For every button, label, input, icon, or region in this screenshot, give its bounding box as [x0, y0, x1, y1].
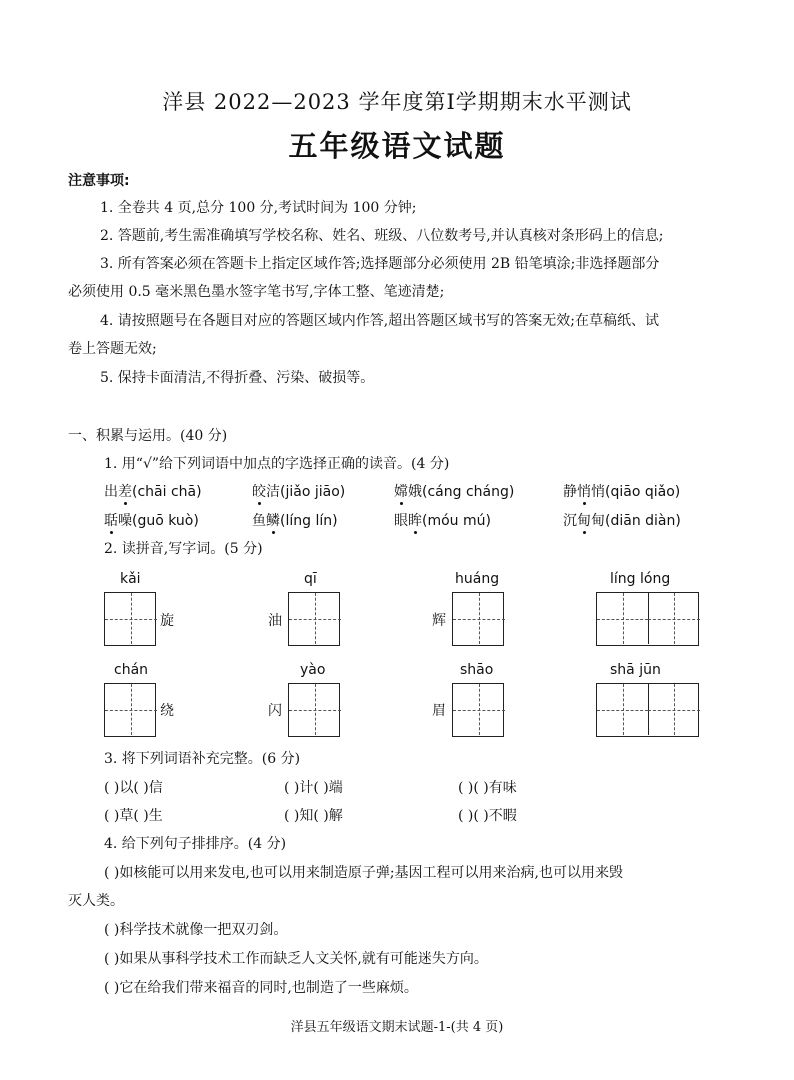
- notice-item-3-cont: 必须使用 0.5 毫米黑色墨水签字笔书写,字体工整、笔迹清楚;: [68, 284, 445, 300]
- fill-blank-idiom[interactable]: ( )( )有味: [458, 780, 517, 796]
- q1-item: 静悄悄(qiāo qiǎo): [563, 484, 681, 500]
- word-char: 辉: [432, 613, 446, 629]
- fill-blank-idiom[interactable]: ( )草( )生: [104, 808, 163, 824]
- writing-grid[interactable]: [288, 683, 340, 737]
- question-3-prompt: 3. 将下列词语补充完整。(6 分): [104, 751, 301, 767]
- pinyin-label: shāo: [460, 662, 494, 678]
- writing-grid[interactable]: [288, 592, 340, 646]
- fill-blank-idiom[interactable]: ( )计( )端: [284, 780, 343, 796]
- page-footer: 洋县五年级语文期末试题-1-(共 4 页): [290, 1020, 504, 1035]
- fill-blank-idiom[interactable]: ( )知( )解: [284, 808, 343, 824]
- fill-blank-idiom[interactable]: ( )以( )信: [104, 780, 163, 796]
- writing-grid[interactable]: [596, 683, 699, 737]
- pinyin-label: huáng: [455, 571, 500, 587]
- exam-subject-title: 五年级语文试题: [288, 129, 506, 163]
- notice-heading: 注意事项:: [68, 173, 130, 189]
- notice-item-4: 4. 请按照题号在各题目对应的答题区域内作答,超出答题区域书写的答案无效;在草稿纸、试: [100, 313, 659, 329]
- sentence-order-item-cont: 灭人类。: [68, 893, 124, 909]
- exam-header-title: 洋县 2022—2023 学年度第Ⅰ学期期末水平测试: [162, 90, 632, 114]
- sentence-order-item[interactable]: ( )如果从事科学技术工作而缺乏人文关怀,就有可能迷失方向。: [104, 951, 488, 967]
- dotted-char: 鳞: [266, 513, 280, 529]
- q1-item: 聒噪(guō kuò): [104, 513, 199, 529]
- dotted-char: 眸: [408, 513, 422, 529]
- q1-item: 眼眸(móu mú): [394, 513, 491, 529]
- section-heading: 一、积累与运用。(40 分): [68, 428, 228, 444]
- word-char: 绕: [160, 703, 174, 719]
- writing-grid[interactable]: [104, 592, 156, 646]
- writing-grid[interactable]: [452, 683, 504, 737]
- dotted-char: 甸: [577, 513, 591, 529]
- notice-item-4-cont: 卷上答题无效;: [68, 341, 157, 357]
- sentence-order-item[interactable]: ( )如核能可以用来发电,也可以用来制造原子弹;基因工程可以用来治病,也可以用来毁: [104, 865, 623, 881]
- q1-item: 沉甸甸(diān diàn): [563, 513, 681, 529]
- question-4-prompt: 4. 给下列句子排排序。(4 分): [104, 836, 287, 852]
- question-1-prompt: 1. 用“√”给下列词语中加点的字选择正确的读音。(4 分): [104, 456, 450, 472]
- word-char: 眉: [432, 703, 446, 719]
- pinyin-label: chán: [114, 662, 149, 678]
- fill-blank-idiom[interactable]: ( )( )不暇: [458, 808, 517, 824]
- dotted-char: 聒: [104, 513, 118, 529]
- q1-item: 皎洁(jiǎo jiāo): [252, 484, 346, 500]
- q1-item: 嫦娥(cáng cháng): [394, 484, 515, 500]
- dotted-char: 嫦: [394, 484, 408, 500]
- sentence-order-item[interactable]: ( )科学技术就像一把双刃剑。: [104, 922, 288, 938]
- pinyin-label: qī: [304, 571, 317, 587]
- word-char: 旋: [160, 613, 174, 629]
- dotted-char: 差: [118, 484, 132, 500]
- question-2-prompt: 2. 读拼音,写字词。(5 分): [104, 541, 263, 557]
- dotted-char: 皎: [252, 484, 266, 500]
- pinyin-label: yào: [300, 662, 326, 678]
- notice-item-5: 5. 保持卡面清洁,不得折叠、污染、破损等。: [100, 370, 375, 386]
- word-char: 闪: [268, 703, 282, 719]
- pinyin-label: shā jūn: [610, 662, 661, 678]
- notice-item-2: 2. 答题前,考生需准确填写学校名称、姓名、班级、八位数考号,并认真核对条形码上的信息;: [100, 228, 664, 244]
- writing-grid[interactable]: [452, 592, 504, 646]
- writing-grid[interactable]: [104, 683, 156, 737]
- word-char: 油: [268, 613, 282, 629]
- notice-item-1: 1. 全卷共 4 页,总分 100 分,考试时间为 100 分钟;: [100, 200, 417, 216]
- pinyin-label: kǎi: [120, 571, 141, 587]
- sentence-order-item[interactable]: ( )它在给我们带来福音的同时,也制造了一些麻烦。: [104, 980, 418, 996]
- q1-item: 鱼鳞(líng lín): [252, 513, 338, 529]
- pinyin-label: líng lóng: [610, 571, 671, 587]
- dotted-char: 悄: [577, 484, 591, 500]
- notice-item-3: 3. 所有答案必须在答题卡上指定区域作答;选择题部分必须使用 2B 铅笔填涂;非选择题部分: [100, 256, 660, 272]
- writing-grid[interactable]: [596, 592, 699, 646]
- q1-item: 出差(chāi chā): [104, 484, 202, 500]
